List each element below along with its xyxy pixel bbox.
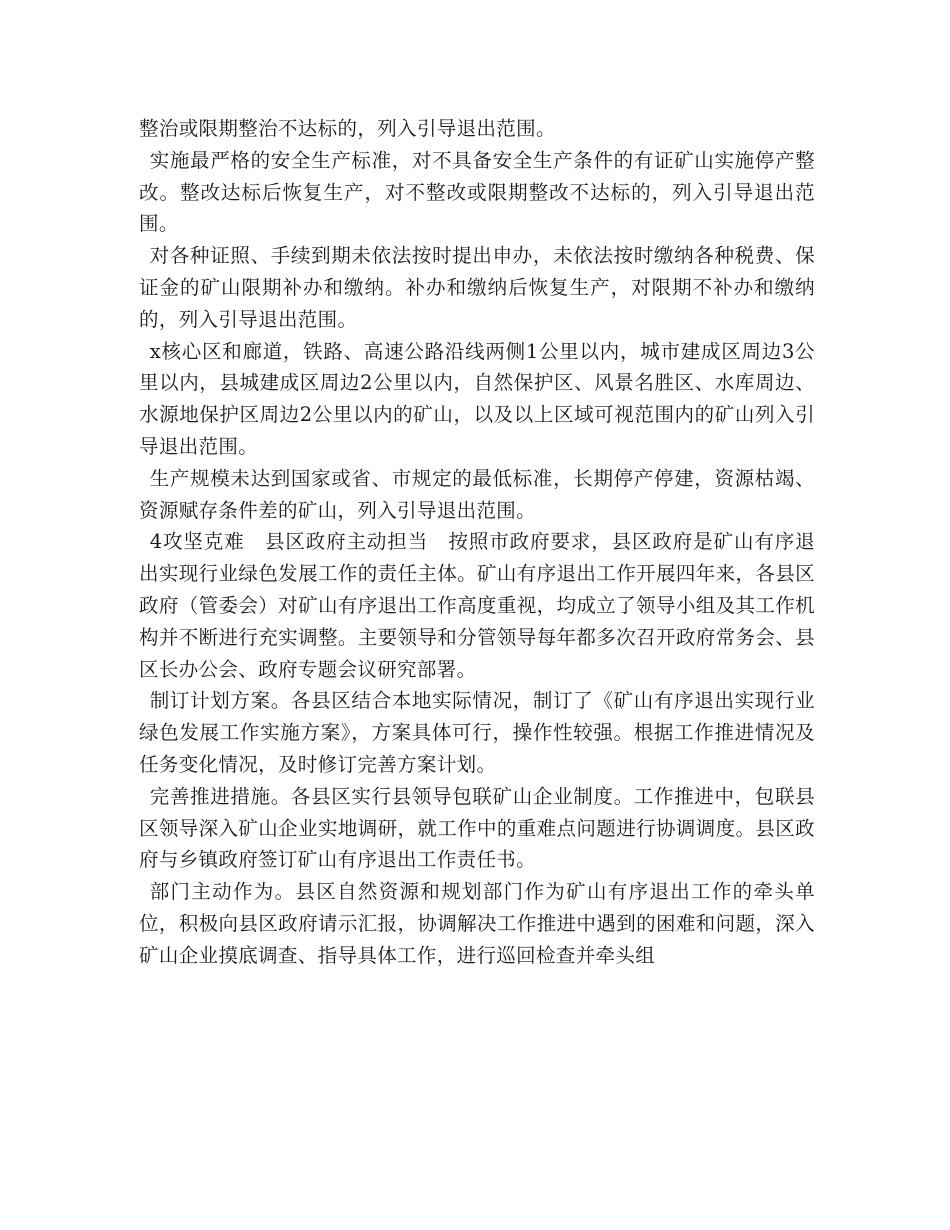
paragraph-9: 部门主动作为。县区自然资源和规划部门作为矿山有序退出工作的牵头单位，积极向县区政府请示汇报，协调解决工作推进中遇到的困难和问题，深入矿山企业摸底调查、指导具体工作，进行巡回检查并牵头组 — [139, 880, 815, 967]
paragraph-4: x核心区和廊道，铁路、高速公路沿线两侧1公里以内，城市建成区周边3公里以内，县城建成区周边2公里以内，自然保护区、风景名胜区、水库周边、水源地保护区周边2公里以内的矿山，以及以上区域可视范围内的矿山列入引导退出范围。 — [139, 339, 815, 458]
document-body — [139, 113, 815, 972]
paragraph-2: 实施最严格的安全生产标准，对不具备安全生产条件的有证矿山实施停产整改。整改达标后恢复生产，对不整改或限期整改不达标的，列入引导退出范围。 — [139, 148, 815, 236]
paragraph-1: 整治或限期整治不达标的，列入引导退出范围。 — [139, 117, 556, 140]
paragraph-6: 4攻坚克难 县区政府主动担当 按照市政府要求，县区政府是矿山有序退出实现行业绿色发展工作的责任主体。矿山有序退出工作开展四年来，各县区政府（管委会）对矿山有序退出工作高度重视，均成立了领导小组及其工作机构并不断进行充实调整。主要领导和分管领导每年都多次召开政府常务会、县区长办公会、政府专题会议研究部署。 — [139, 530, 815, 681]
paragraph-8: 完善推进措施。各县区实行县领导包联矿山企业制度。工作推进中，包联县区领导深入矿山企业实地调研，就工作中的重难点问题进行协调调度。县区政府与乡镇政府签订矿山有序退出工作责任书。 — [139, 784, 815, 872]
paragraph-7: 制订计划方案。各县区结合本地实际情况，制订了《矿山有序退出实现行业绿色发展工作实施方案》，方案具体可行，操作性较强。根据工作推进情况及任务变化情况，及时修订完善方案计划。 — [139, 689, 815, 776]
paragraph-3: 对各种证照、手续到期未依法按时提出申办，未依法按时缴纳各种税费、保证金的矿山限期补办和缴纳。补办和缴纳后恢复生产，对限期不补办和缴纳的，列入引导退出范围。 — [139, 244, 815, 331]
paragraph-5: 生产规模未达到国家或省、市规定的最低标准，长期停产停建，资源枯竭、资源赋存条件差的矿山，列入引导退出范围。 — [139, 466, 815, 522]
